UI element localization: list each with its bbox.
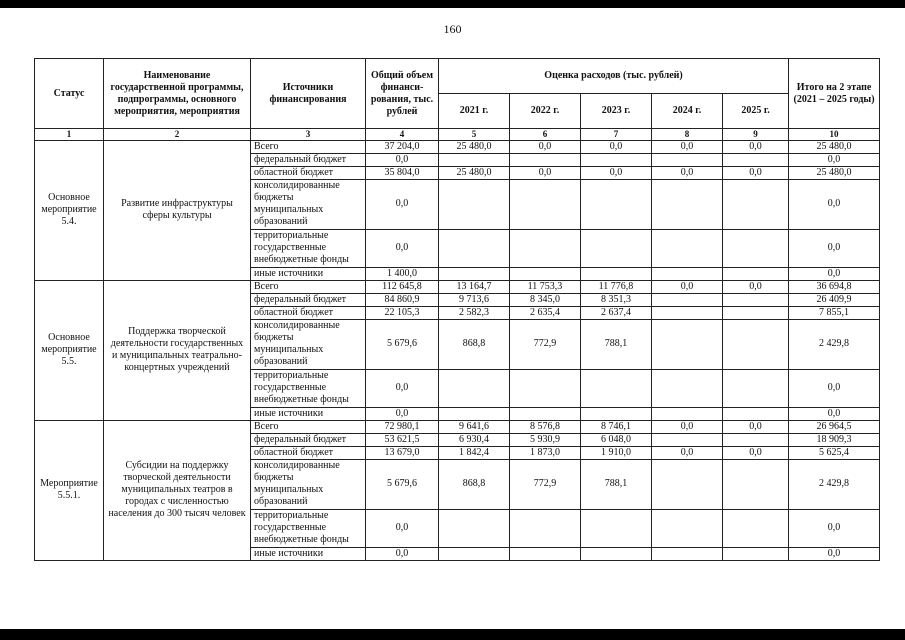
table-row — [35, 140, 880, 153]
funding-source: Всего — [251, 420, 366, 433]
amount-stage: 0,0 — [789, 547, 880, 560]
amount-y2024 — [652, 433, 723, 446]
amount-y2022 — [510, 267, 581, 280]
amount-y2022 — [510, 179, 581, 229]
amount-y2021: 6 930,4 — [439, 433, 510, 446]
funding-source: иные источники — [251, 407, 366, 420]
amount-y2025 — [723, 433, 789, 446]
amount-y2022 — [510, 547, 581, 560]
funding-source: иные источники — [251, 547, 366, 560]
funding-source: консолидированные бюджеты муниципальных образований — [251, 319, 366, 369]
amount-y2023 — [581, 407, 652, 420]
amount-stage: 0,0 — [789, 179, 880, 229]
header-estimate: Оценка расходов (тыс. рублей) — [439, 59, 789, 94]
row-program-name: Поддержка творческой деятельности государственных и муниципальных театрально-концертных учреждений — [104, 280, 251, 420]
amount-y2025 — [723, 509, 789, 547]
amount-y2023 — [581, 153, 652, 166]
amount-y2021 — [439, 407, 510, 420]
amount-y2025 — [723, 179, 789, 229]
funding-source: областной бюджет — [251, 166, 366, 179]
header-year: 2023 г. — [581, 94, 652, 129]
amount-y2025 — [723, 229, 789, 267]
amount-y2025: 0,0 — [723, 166, 789, 179]
column-number: 4 — [366, 129, 439, 141]
funding-source: Всего — [251, 140, 366, 153]
amount-stage: 26 409,9 — [789, 293, 880, 306]
funding-source: консолидированные бюджеты муниципальных образований — [251, 179, 366, 229]
amount-total: 84 860,9 — [366, 293, 439, 306]
amount-total: 0,0 — [366, 179, 439, 229]
row-status: Мероприятие 5.5.1. — [35, 420, 104, 560]
amount-y2023 — [581, 509, 652, 547]
amount-total: 0,0 — [366, 547, 439, 560]
amount-y2022: 8 345,0 — [510, 293, 581, 306]
funding-source: областной бюджет — [251, 446, 366, 459]
amount-y2021 — [439, 267, 510, 280]
amount-y2021: 868,8 — [439, 319, 510, 369]
amount-y2025 — [723, 267, 789, 280]
amount-y2022 — [510, 509, 581, 547]
amount-y2024: 0,0 — [652, 280, 723, 293]
amount-y2022: 772,9 — [510, 319, 581, 369]
amount-y2025: 0,0 — [723, 140, 789, 153]
row-status: Основное мероприятие 5.4. — [35, 140, 104, 280]
amount-y2025: 0,0 — [723, 446, 789, 459]
amount-stage: 7 855,1 — [789, 306, 880, 319]
amount-y2023: 1 910,0 — [581, 446, 652, 459]
row-program-name: Развитие инфраструктуры сферы культуры — [104, 140, 251, 280]
amount-y2024: 0,0 — [652, 166, 723, 179]
amount-y2025 — [723, 153, 789, 166]
column-number: 1 — [35, 129, 104, 141]
column-number: 5 — [439, 129, 510, 141]
amount-total: 1 400,0 — [366, 267, 439, 280]
amount-y2023: 11 776,8 — [581, 280, 652, 293]
amount-stage: 0,0 — [789, 369, 880, 407]
amount-total: 53 621,5 — [366, 433, 439, 446]
amount-stage: 0,0 — [789, 509, 880, 547]
budget-table — [34, 58, 880, 561]
amount-y2023: 8 351,3 — [581, 293, 652, 306]
amount-stage: 25 480,0 — [789, 140, 880, 153]
amount-y2023: 6 048,0 — [581, 433, 652, 446]
header-year: 2024 г. — [652, 94, 723, 129]
amount-y2021 — [439, 509, 510, 547]
amount-y2021: 25 480,0 — [439, 140, 510, 153]
header-stage-total: Итого на 2 этапе (2021 – 2025 годы) — [789, 59, 880, 129]
amount-y2021: 868,8 — [439, 459, 510, 509]
amount-y2024: 0,0 — [652, 420, 723, 433]
amount-y2021: 13 164,7 — [439, 280, 510, 293]
column-numbers-row — [35, 129, 880, 141]
amount-y2025: 0,0 — [723, 280, 789, 293]
amount-y2025 — [723, 306, 789, 319]
amount-y2022: 0,0 — [510, 166, 581, 179]
amount-y2023: 788,1 — [581, 459, 652, 509]
amount-y2024 — [652, 306, 723, 319]
amount-y2024 — [652, 153, 723, 166]
funding-source: федеральный бюджет — [251, 433, 366, 446]
amount-stage: 2 429,8 — [789, 319, 880, 369]
funding-source: Всего — [251, 280, 366, 293]
amount-y2024 — [652, 459, 723, 509]
amount-stage: 0,0 — [789, 153, 880, 166]
amount-total: 35 804,0 — [366, 166, 439, 179]
amount-total: 13 679,0 — [366, 446, 439, 459]
amount-y2021: 25 480,0 — [439, 166, 510, 179]
amount-y2022: 2 635,4 — [510, 306, 581, 319]
amount-y2024 — [652, 229, 723, 267]
column-number: 10 — [789, 129, 880, 141]
amount-total: 0,0 — [366, 509, 439, 547]
amount-y2021: 9 641,6 — [439, 420, 510, 433]
scan-top-border — [0, 0, 905, 8]
amount-y2022 — [510, 153, 581, 166]
amount-y2024 — [652, 267, 723, 280]
amount-y2021 — [439, 547, 510, 560]
amount-y2024 — [652, 547, 723, 560]
amount-stage: 5 625,4 — [789, 446, 880, 459]
amount-y2022 — [510, 369, 581, 407]
amount-y2022: 772,9 — [510, 459, 581, 509]
amount-stage: 25 480,0 — [789, 166, 880, 179]
funding-source: консолидированные бюджеты муниципальных образований — [251, 459, 366, 509]
amount-y2025 — [723, 407, 789, 420]
amount-y2024 — [652, 319, 723, 369]
amount-y2022 — [510, 407, 581, 420]
amount-total: 0,0 — [366, 407, 439, 420]
funding-source: федеральный бюджет — [251, 293, 366, 306]
amount-y2023: 0,0 — [581, 140, 652, 153]
amount-y2023: 2 637,4 — [581, 306, 652, 319]
amount-y2024 — [652, 293, 723, 306]
header-total: Общий объем финанси-рования, тыс. рублей — [366, 59, 439, 129]
budget-body — [35, 140, 880, 560]
funding-source: территориальные государственные внебюджетные фонды — [251, 229, 366, 267]
scan-bottom-border — [0, 629, 905, 640]
funding-source: федеральный бюджет — [251, 153, 366, 166]
amount-y2021: 9 713,6 — [439, 293, 510, 306]
page-number: 160 — [443, 22, 462, 36]
amount-y2025: 0,0 — [723, 420, 789, 433]
funding-source: областной бюджет — [251, 306, 366, 319]
amount-total: 72 980,1 — [366, 420, 439, 433]
funding-source: территориальные государственные внебюджетные фонды — [251, 369, 366, 407]
amount-y2022: 5 930,9 — [510, 433, 581, 446]
amount-total: 22 105,3 — [366, 306, 439, 319]
amount-total: 0,0 — [366, 153, 439, 166]
amount-total: 37 204,0 — [366, 140, 439, 153]
header-year: 2021 г. — [439, 94, 510, 129]
amount-y2025 — [723, 459, 789, 509]
amount-y2021 — [439, 369, 510, 407]
amount-y2024: 0,0 — [652, 140, 723, 153]
amount-y2022: 8 576,8 — [510, 420, 581, 433]
amount-y2021 — [439, 179, 510, 229]
amount-total: 112 645,8 — [366, 280, 439, 293]
amount-y2024: 0,0 — [652, 446, 723, 459]
amount-y2023: 8 746,1 — [581, 420, 652, 433]
header-program: Наименование государственной программы, подпрограммы, основного мероприятия, мероприятия — [104, 59, 251, 129]
amount-y2021 — [439, 153, 510, 166]
amount-stage: 36 694,8 — [789, 280, 880, 293]
amount-y2023 — [581, 267, 652, 280]
row-status: Основное мероприятие 5.5. — [35, 280, 104, 420]
table-row — [35, 420, 880, 433]
column-number: 2 — [104, 129, 251, 141]
amount-y2024 — [652, 509, 723, 547]
amount-stage: 0,0 — [789, 407, 880, 420]
amount-y2023: 788,1 — [581, 319, 652, 369]
amount-stage: 2 429,8 — [789, 459, 880, 509]
amount-stage: 0,0 — [789, 267, 880, 280]
header-status: Статус — [35, 59, 104, 129]
amount-y2023: 0,0 — [581, 166, 652, 179]
amount-y2021: 1 842,4 — [439, 446, 510, 459]
amount-y2022 — [510, 229, 581, 267]
header-year: 2022 г. — [510, 94, 581, 129]
amount-y2021: 2 582,3 — [439, 306, 510, 319]
amount-y2022: 11 753,3 — [510, 280, 581, 293]
column-number: 7 — [581, 129, 652, 141]
amount-total: 5 679,6 — [366, 319, 439, 369]
column-number: 6 — [510, 129, 581, 141]
amount-y2023 — [581, 547, 652, 560]
header-year: 2025 г. — [723, 94, 789, 129]
amount-y2022: 0,0 — [510, 140, 581, 153]
amount-y2021 — [439, 229, 510, 267]
amount-y2025 — [723, 547, 789, 560]
funding-source: иные источники — [251, 267, 366, 280]
amount-stage: 18 909,3 — [789, 433, 880, 446]
column-number: 3 — [251, 129, 366, 141]
amount-total: 5 679,6 — [366, 459, 439, 509]
amount-y2025 — [723, 293, 789, 306]
amount-y2023 — [581, 179, 652, 229]
amount-stage: 0,0 — [789, 229, 880, 267]
amount-total: 0,0 — [366, 369, 439, 407]
amount-total: 0,0 — [366, 229, 439, 267]
amount-y2025 — [723, 319, 789, 369]
amount-y2024 — [652, 179, 723, 229]
amount-stage: 26 964,5 — [789, 420, 880, 433]
header-sources: Источники финансирования — [251, 59, 366, 129]
amount-y2023 — [581, 229, 652, 267]
amount-y2023 — [581, 369, 652, 407]
column-number: 9 — [723, 129, 789, 141]
amount-y2025 — [723, 369, 789, 407]
table-row — [35, 280, 880, 293]
amount-y2024 — [652, 407, 723, 420]
row-program-name: Субсидии на поддержку творческой деятельности муниципальных театров в городах с численностью населения до 300 тысяч человек — [104, 420, 251, 560]
column-number: 8 — [652, 129, 723, 141]
funding-source: территориальные государственные внебюджетные фонды — [251, 509, 366, 547]
amount-y2022: 1 873,0 — [510, 446, 581, 459]
amount-y2024 — [652, 369, 723, 407]
